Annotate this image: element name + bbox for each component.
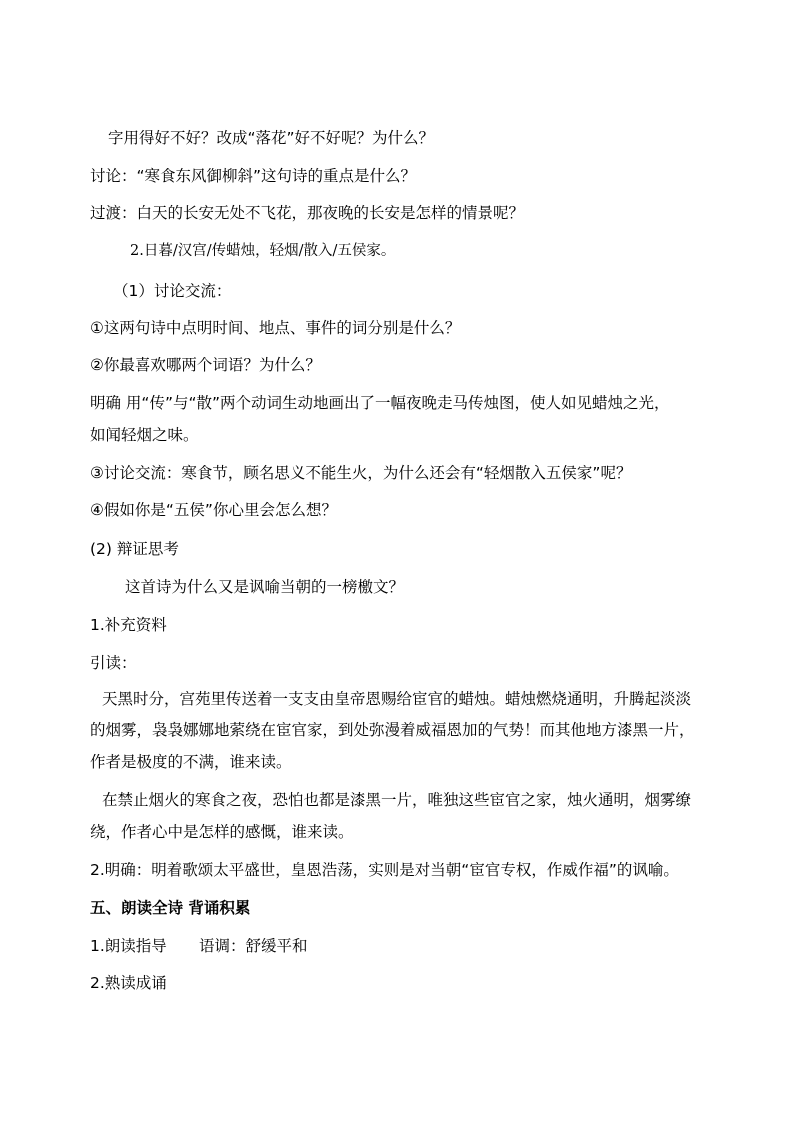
text-line: 过渡：白天的长安无处不飞花，那夜晚的长安是怎样的情景呢？	[90, 204, 525, 222]
paragraph-line: 作者是极度的不满，谁来读。	[90, 753, 292, 771]
list-item: 1.朗读指导	[90, 937, 167, 955]
paragraph-line: 在禁止烟火的寒食之夜，恐怕也都是漆黑一片，唯独这些宦官之家，烛火通明，烟雾缭	[102, 791, 692, 809]
poem-line: 2.日暮/汉宫/传蜡烛，轻烟/散入/五侯家。	[130, 243, 396, 259]
section-heading: 五、朗读全诗 背诵积累	[90, 899, 251, 917]
text-line: 语调：舒缓平和	[199, 937, 308, 955]
paragraph-line: 天黑时分，宫苑里传送着一支支由皇帝恩赐给宦官的蜡烛。蜡烛燃烧通明，升腾起淡淡	[102, 690, 692, 708]
answer-line: 如闻轻烟之味。	[90, 426, 199, 444]
paragraph-line: 绕，作者心中是怎样的感慨，谁来读。	[90, 823, 354, 841]
text-line: 讨论：“寒食东风御柳斜”这句诗的重点是什么？	[90, 167, 417, 185]
list-item: 2.熟读成诵	[90, 974, 167, 992]
question-2: ②你最喜欢哪两个词语？为什么？	[90, 356, 321, 374]
question-4: ④假如你是“五侯”你心里会怎么想？	[90, 501, 337, 519]
subheading: （1）讨论交流：	[113, 282, 232, 300]
text-line: 字用得好不好？改成“落花”好不好呢？为什么？	[108, 129, 435, 147]
list-item: 1.补充资料	[90, 616, 167, 634]
paragraph-line: 的烟雾，袅袅娜娜地萦绕在宦官家，到处弥漫着威福恩加的气势！而其他地方漆黑一片，	[90, 721, 695, 739]
subheading: (2) 辩证思考	[90, 540, 179, 558]
list-item: 2.明确：明着歌颂太平盛世，皇恩浩荡，实则是对当朝“宦官专权，作威作福”的讽喻。	[90, 861, 679, 879]
answer-line: 明确 用“传”与“散”两个动词生动地画出了一幅夜晚走马传烛图，使人如见蜡烛之光，	[90, 394, 670, 412]
text-line: 引读：	[90, 654, 137, 672]
question-1: ①这两句诗中点明时间、地点、事件的词分别是什么？	[90, 319, 461, 337]
question-3: ③讨论交流：寒食节，顾名思义不能生火，为什么还会有“轻烟散入五侯家”呢？	[90, 464, 632, 482]
text-line: 这首诗为什么又是讽喻当朝的一榜檄文？	[125, 578, 405, 596]
